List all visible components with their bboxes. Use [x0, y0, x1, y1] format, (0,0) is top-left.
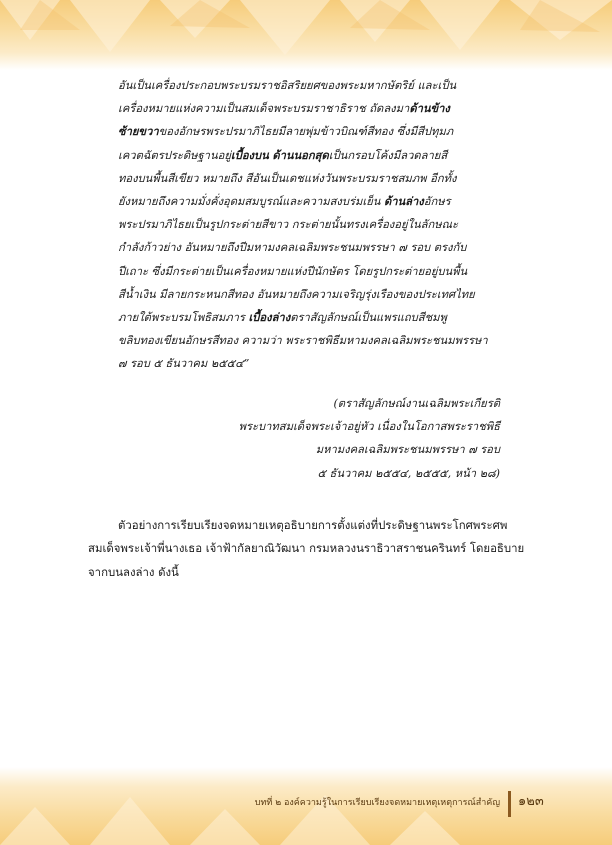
body-line: จากบนลงล่าง ดังนี้	[88, 564, 179, 579]
quote-text: อักษร	[423, 195, 451, 209]
citation-line: (ตราสัญลักษณ์งานเฉลิมพระเกียรติ	[333, 397, 500, 410]
quote-line: พระปรมาภิไธยเป็นรูปกระต่ายสีขาว กระต่ายนั้นทรงเครื่องอยู่ในลักษณะ	[118, 218, 459, 232]
quote-line: ขลิบทองเขียนอักษรสีทอง ความว่า พระราชพิธีมหามงคลเฉลิมพระชนมพรรษา	[118, 334, 488, 348]
quote-line: ปีเถาะ ซึ่งมีกระต่ายเป็นเครื่องหมายแห่งปีนักษัตร โดยรูปกระต่ายอยู่บนพื้น	[118, 264, 468, 278]
quote-line	[118, 144, 538, 167]
quote-text: ตราสัญลักษณ์เป็นแพรแถบสีชมพู	[290, 311, 447, 325]
quote-line: ๗ รอบ ๕ ธันวาคม ๒๕๕๔”	[118, 357, 250, 371]
quote-emphasis: เบื้องบน	[230, 147, 269, 162]
citation-line: ๕ ธันวาคม ๒๕๕๔, ๒๕๕๕, หน้า ๒๘)	[317, 466, 500, 480]
quote-line	[118, 97, 538, 120]
quote-line: อันเป็นเครื่องประกอบพระบรมราชอิสริยยศของพระมหากษัตริย์ และเป็น	[118, 79, 457, 92]
body-line: สมเด็จพระเจ้าพี่นางเธอ เจ้าฟ้ากัลยาณิวัฒนา กรมหลวงนราธิวาสราชนครินทร์ โดยอธิบาย	[88, 541, 525, 556]
quote-emphasis: ด้านนอกสุด	[272, 147, 329, 162]
citation-line: พระบาทสมเด็จพระเจ้าอยู่หัว เนื่องในโอกาสพระราชพิธี	[238, 420, 500, 434]
quote-line: ทองบนพื้นสีเขียว หมายถึง สีอันเป็นเดชแห่งวันพระบรมราชสมภพ อีกทั้ง	[118, 171, 457, 185]
top-pattern	[0, 0, 612, 70]
top-decorative-band	[0, 0, 612, 70]
quote-line	[118, 306, 538, 329]
quote-line	[118, 190, 538, 213]
citation-line: มหามงคลเฉลิมพระชนมพรรษา ๗ รอบ	[315, 443, 500, 457]
quote-line: กำลังก้าวย่าง อันหมายถึงปีมหามงคลเฉลิมพระชนมพรรษา ๗ รอบ ตรงกับ	[118, 241, 467, 255]
quote-text: เป็นกรอบโค้งมีลวดลายสี	[328, 148, 448, 162]
footer-divider	[508, 791, 511, 817]
quote-emphasis: ด้านล่าง	[383, 194, 424, 209]
quote-line: สีน้ำเงิน มีลายกระหนกสีทอง อันหมายถึงความเจริญรุ่งเรืองของประเทศไทย	[118, 287, 475, 301]
quote-line	[118, 120, 538, 143]
chapter-title: บทที่ ๒ องค์ความรู้ในการเรียบเรียงจดหมายเหตุเหตุการณ์สำคัญ	[254, 798, 500, 808]
quote-text: เครื่องหมายแห่งความเป็นสมเด็จพระบรมราชาธิราช ถัดลงมา	[118, 102, 410, 116]
body-line: ตัวอย่างการเรียบเรียงจดหมายเหตุอธิบายการตั้งแต่งที่ประดิษฐานพระโกศพระศพ	[118, 518, 508, 532]
quote-text: ของอักษรพระปรมาภิไธยมีลายพุ่มข้าวบิณฑ์สีทอง ซึ่งมีสีปทุมภ	[158, 125, 454, 139]
quote-emphasis: เบื้องล่าง	[248, 310, 291, 325]
quote-emphasis: ซ้ายขวา	[118, 124, 159, 139]
quote-block	[118, 74, 538, 376]
quote-text: ยังหมายถึงความมั่งคั่งอุดมสมบูรณ์และความสงบร่มเย็น	[118, 195, 381, 209]
quote-text: ภายใต้พระบรมโพธิสมภาร	[118, 311, 245, 325]
quote-text: เควตฉัตรประดิษฐานอยู่	[118, 148, 231, 162]
page-number: ๑๒๓	[518, 794, 544, 809]
body-paragraph	[88, 514, 538, 584]
quote-emphasis: ด้านข้าง	[409, 101, 450, 116]
citation-block	[200, 392, 500, 485]
